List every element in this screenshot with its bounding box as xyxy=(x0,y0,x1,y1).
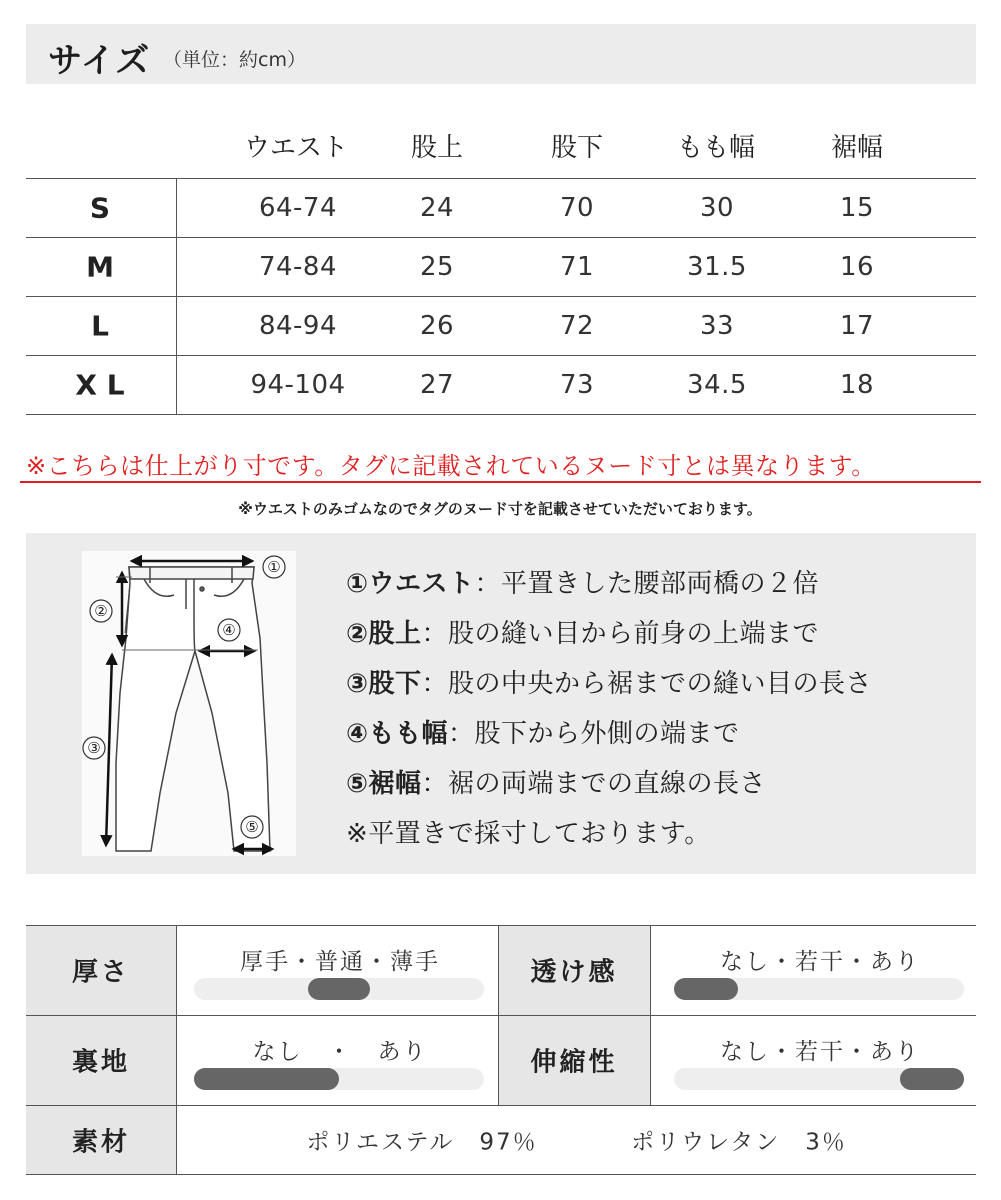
stretch-options: なし・若干・あり xyxy=(720,1039,920,1065)
row-size-label: M xyxy=(86,250,114,284)
material-label: 素材 xyxy=(71,1127,131,1158)
thickness-options: 厚手・普通・薄手 xyxy=(240,949,440,975)
spec-divider xyxy=(176,925,177,1175)
table-cell: 16 xyxy=(839,252,875,282)
col-rise: 股上 xyxy=(410,133,464,163)
spec-divider xyxy=(26,1105,976,1106)
col-thigh: もも幅 xyxy=(676,133,756,163)
material-polyester: ポリエステル 97％ xyxy=(306,1129,538,1156)
material-polyurethane: ポリウレタン 3％ xyxy=(631,1129,847,1156)
table-cell: 33 xyxy=(699,311,735,341)
table-divider xyxy=(26,296,976,297)
finished-size-note: ※こちらは仕上がり寸です。タグに記載されているヌード寸とは異なります。 xyxy=(26,452,876,480)
spec-divider xyxy=(26,1174,976,1175)
thickness-label: 厚さ xyxy=(71,957,131,988)
table-cell: 74-84 xyxy=(258,252,338,282)
table-cell: 27 xyxy=(419,370,455,400)
stretch-label: 伸縮性 xyxy=(530,1047,618,1078)
unit-label: （単位：約cm） xyxy=(163,49,306,71)
marker-5-label: ⑤ xyxy=(245,818,259,836)
table-cell: 18 xyxy=(839,370,875,400)
thickness-indicator xyxy=(308,978,370,1000)
legend-footnote: ※平置きで採寸しております。 xyxy=(346,819,711,849)
marker-2-label: ② xyxy=(94,602,108,620)
table-cell: 94-104 xyxy=(250,370,346,400)
transparency-label: 透け感 xyxy=(530,957,618,988)
transparency-indicator xyxy=(674,978,738,1000)
table-cell: 24 xyxy=(419,193,455,223)
spec-divider xyxy=(650,925,651,1105)
page-title: サイズ xyxy=(48,41,151,81)
table-cell: 71 xyxy=(559,252,595,282)
col-hem: 裾幅 xyxy=(830,133,884,163)
lining-label: 裏地 xyxy=(71,1047,131,1078)
lining-indicator xyxy=(194,1068,339,1090)
table-column-divider xyxy=(176,178,177,414)
table-cell: 25 xyxy=(419,252,455,282)
table-cell: 26 xyxy=(419,311,455,341)
legend-thigh: ④もも幅：股下から外側の端まで xyxy=(346,719,740,749)
transparency-options: なし・若干・あり xyxy=(720,949,920,975)
table-divider xyxy=(26,414,976,415)
stretch-indicator xyxy=(900,1068,964,1090)
legend-hem: ⑤裾幅：裾の両端までの直線の長さ xyxy=(346,769,767,799)
row-size-label: L xyxy=(91,309,109,343)
legend-waist: ①ウエスト：平置きした腰部両橋の２倍 xyxy=(346,569,820,599)
table-cell: 30 xyxy=(699,193,735,223)
spec-divider xyxy=(498,925,499,1105)
table-divider xyxy=(26,237,976,238)
row-size-label: S xyxy=(89,191,111,225)
table-cell: 64-74 xyxy=(258,193,338,223)
table-cell: 73 xyxy=(559,370,595,400)
table-cell: 70 xyxy=(559,193,595,223)
col-waist: ウエスト xyxy=(243,133,349,163)
marker-1-label: ① xyxy=(267,558,281,576)
marker-4-label: ④ xyxy=(222,621,236,639)
table-cell: 15 xyxy=(839,193,875,223)
spec-divider xyxy=(26,925,976,926)
table-cell: 84-94 xyxy=(258,311,338,341)
table-cell: 17 xyxy=(839,311,875,341)
table-divider xyxy=(26,178,976,179)
row-size-label: X L xyxy=(75,368,125,402)
marker-3-label: ③ xyxy=(87,739,101,757)
legend-rise: ②股上：股の縫い目から前身の上端まで xyxy=(346,619,820,649)
table-cell: 34.5 xyxy=(687,370,747,400)
table-cell: 31.5 xyxy=(687,252,747,282)
lining-options: なし ・ あり xyxy=(252,1039,428,1065)
table-divider xyxy=(26,355,976,356)
spec-divider xyxy=(26,1015,976,1016)
legend-inseam: ③股下：股の中央から裾までの縫い目の長さ xyxy=(346,669,873,699)
pants-diagram xyxy=(26,533,326,874)
spec-table xyxy=(26,925,976,1175)
col-inseam: 股下 xyxy=(550,133,604,163)
waist-note: ※ウエストのみゴムなのでタグのヌード寸を記載させていただいております。 xyxy=(238,500,762,518)
red-underline xyxy=(20,481,981,483)
table-cell: 72 xyxy=(559,311,595,341)
